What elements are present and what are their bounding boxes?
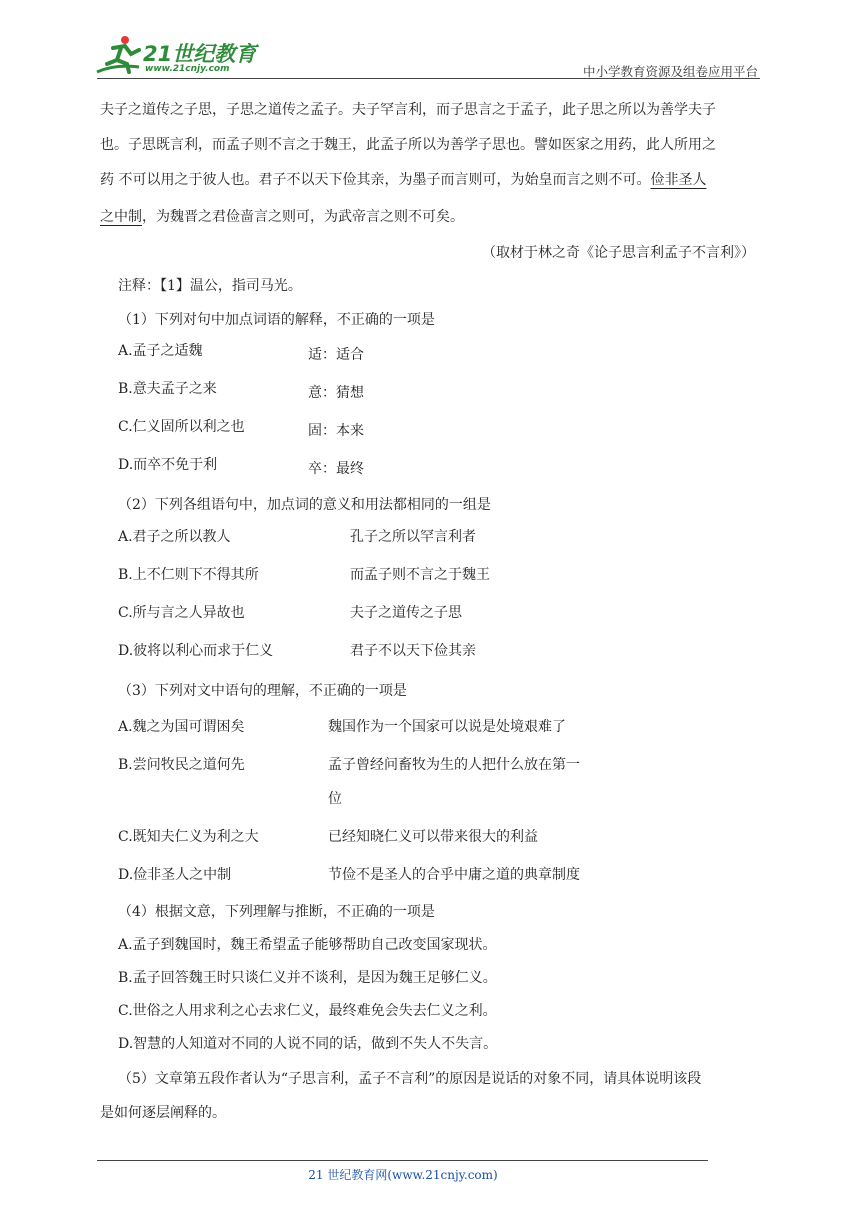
passage-line-3 (100, 170, 706, 190)
site-logo[interactable] (95, 34, 265, 78)
q2-option-c-right: 夫子之道传之子思 (350, 605, 462, 621)
q3-option-d-left: D.俭非圣人之中制 (118, 867, 232, 883)
q5-stem-line-1: （5）文章第五段作者认为“子思言利，孟子不言利”的原因是说话的对象不同，请具体说明该段 (118, 1071, 702, 1087)
q1-gloss-b: 意：猜想 (308, 385, 364, 401)
annotation-note: 注释：【1】温公，指司马光。 (118, 278, 302, 294)
q3-option-d-right: 节俭不是圣人的合乎中庸之道的典章制度 (328, 867, 580, 883)
q3-option-b-left: B.尝问牧民之道何先 (118, 757, 245, 773)
logo-url: www.21cnjy.com (145, 64, 230, 74)
passage-source: （取材于林之奇《论子思言利孟子不言利》） (482, 245, 755, 261)
q1-gloss-c: 固：本来 (308, 423, 364, 439)
q3-option-b-right-cont: 位 (328, 791, 342, 807)
q4-option-c: C.世俗之人用求利之心去求仁义，最终难免会失去仁义之利。 (118, 1003, 497, 1019)
q1-option-a: A.孟子之适魏 (118, 343, 203, 359)
q4-option-b: B.孟子回答魏王时只谈仁义并不谈利，是因为魏王足够仁义。 (118, 970, 497, 986)
q3-stem: （3）下列对文中语句的理解，不正确的一项是 (118, 683, 407, 699)
passage-line-1: 夫子之道传之子思，子思之道传之孟子。夫子罕言利，而子思言之于孟子，此子思之所以为善学夫子 (100, 102, 716, 118)
q1-option-c: C.仁义固所以利之也 (118, 419, 245, 435)
q4-stem: （4）根据文意，下列理解与推断，不正确的一项是 (118, 904, 435, 920)
q3-option-b-right: 孟子曾经问畜牧为生的人把什么放在第一 (328, 757, 580, 773)
header-divider (97, 78, 760, 79)
q2-option-c-left: C.所与言之人异故也 (118, 605, 245, 621)
q5-stem-line-2: 是如何逐层阐释的。 (100, 1105, 226, 1121)
platform-name: 中小学教育资源及组卷应用平台 (582, 64, 758, 79)
q1-option-d: D.而卒不免于利 (118, 457, 218, 473)
logo-text: 21世纪教育 (143, 42, 257, 66)
q2-option-a-right: 孔子之所以罕言利者 (350, 529, 476, 545)
footer-link[interactable]: 21 世纪教育网(www.21cnjy.com) (308, 1168, 498, 1182)
q2-stem: （2）下列各组语句中，加点词的意义和用法都相同的一组是 (118, 497, 491, 513)
footer-divider (97, 1160, 708, 1161)
passage-line-3-text: 药 不可以用之于彼人也。君子不以天下俭其亲，为墨子而言则可，为始皇而言之则不可。 (100, 172, 651, 188)
passage-line-4 (100, 207, 464, 227)
underlined-phrase-1: 俭非圣人 (650, 172, 707, 188)
q2-option-a-left: A.君子之所以教人 (118, 529, 231, 545)
q3-option-a-right: 魏国作为一个国家可以说是处境艰难了 (328, 719, 566, 735)
q1-stem: （1）下列对句中加点词语的解释，不正确的一项是 (118, 312, 435, 328)
q2-option-d-right: 君子不以天下俭其亲 (350, 643, 476, 659)
q3-option-c-left: C.既知夫仁义为利之大 (118, 829, 259, 845)
q1-gloss-d: 卒：最终 (308, 461, 364, 477)
q1-gloss-a: 适：适合 (308, 347, 364, 363)
q2-option-b-right: 而孟子则不言之于魏王 (350, 567, 490, 583)
passage-line-2: 也。子思既言利，而孟子则不言之于魏王，此孟子所以为善学子思也。譬如医家之用药，此人所用之 (100, 137, 716, 153)
q4-option-d: D.智慧的人知道对不同的人说不同的话，做到不失人不失言。 (118, 1036, 498, 1052)
q1-option-b: B.意夫孟子之来 (118, 381, 217, 397)
q4-option-a: A.孟子到魏国时，魏王希望孟子能够帮助自己改变国家现状。 (118, 937, 497, 953)
passage-line-4-text: ，为魏晋之君俭啬言之则可，为武帝言之则不可矣。 (142, 209, 464, 225)
underlined-phrase-2: 之中制 (100, 209, 142, 225)
q3-option-c-right: 已经知晓仁义可以带来很大的利益 (328, 829, 538, 845)
q2-option-b-left: B.上不仁则下不得其所 (118, 567, 259, 583)
runner-icon (95, 34, 145, 78)
q2-option-d-left: D.彼将以利心而求于仁义 (118, 643, 274, 659)
q3-option-a-left: A.魏之为国可谓困矣 (118, 719, 245, 735)
